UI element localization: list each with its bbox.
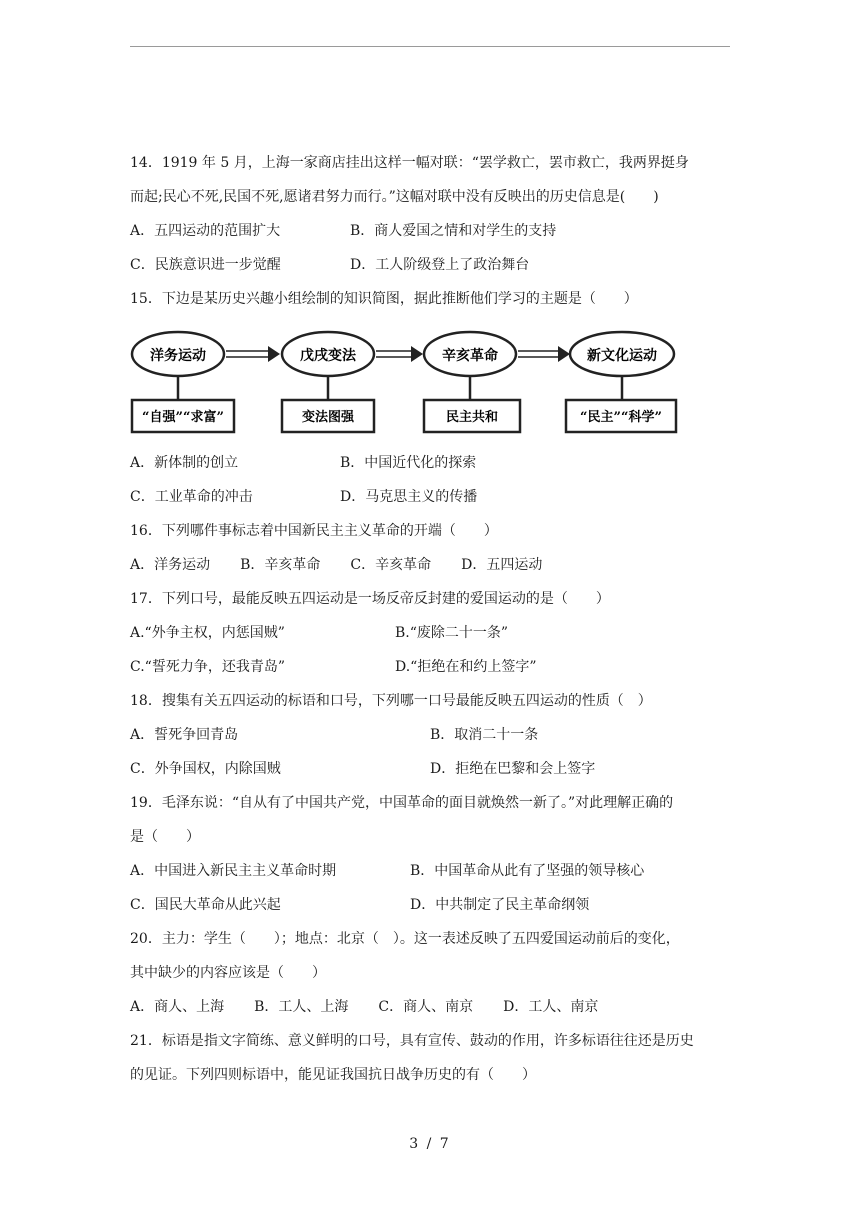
q18-stem: 18．搜集有关五四运动的标语和口号，下列哪一口号最能反映五四运动的性质（ ） xyxy=(130,693,652,709)
q16-options-row xyxy=(130,548,730,582)
q20-option-a: A．商人、上海 xyxy=(130,999,225,1015)
q20-stem-line-1: 20．主力：学生（ ）；地点：北京（ ）。这一表述反映了五四爱国运动前后的变化， xyxy=(130,931,680,947)
q19-option-c: C．国民大革命从此兴起 xyxy=(130,897,281,913)
q19-option-d: D．中共制定了民主革命纲领 xyxy=(410,897,590,913)
q19-options-row-2 xyxy=(130,888,730,922)
q20-stem-line-2: 其中缺少的内容应该是（ ） xyxy=(130,965,326,981)
q15-option-d: D．马克思主义的传播 xyxy=(340,489,478,505)
q14-option-a: A．五四运动的范围扩大 xyxy=(130,223,281,239)
q19-option-b: B．中国革命从此有了坚强的领导核心 xyxy=(410,863,645,879)
q15-node-4-box: “民主”“科学” xyxy=(580,410,662,425)
q15-node-3-title: 辛亥革命 xyxy=(442,348,498,364)
q14-options-row-2 xyxy=(130,248,730,282)
q15-node-1-title: 洋务运动 xyxy=(150,348,206,364)
q15-node-4 xyxy=(566,332,676,432)
q15-node-2-box: 变法图强 xyxy=(301,410,355,425)
q15-node-1 xyxy=(132,332,234,432)
header-rule xyxy=(130,46,730,47)
q15-node-1-box: “自强”“求富” xyxy=(142,410,224,425)
q15-node-2-title: 戊戌变法 xyxy=(300,348,356,364)
q15-node-3 xyxy=(424,332,520,432)
q19-stem-line-1: 19．毛泽东说：“自从有了中国共产党，中国革命的面目就焕然一新了。”对此理解正确的 xyxy=(130,795,674,811)
q14-option-d: D．工人阶级登上了政治舞台 xyxy=(350,257,530,273)
q18-options-row-2 xyxy=(130,752,730,786)
q15-node-4-title: 新文化运动 xyxy=(587,348,657,364)
q17-options-row-2 xyxy=(130,650,730,684)
q17-option-d: D.“拒绝在和约上签字” xyxy=(395,659,537,675)
q15-node-3-box: 民主共和 xyxy=(445,410,499,425)
q14-option-b: B．商人爱国之情和对学生的支持 xyxy=(350,223,557,239)
q15-options-row-1 xyxy=(130,446,730,480)
q21-stem-line-1: 21．标语是指文字简练、意义鲜明的口号，具有宣传、鼓动的作用，许多标语往往还是历史 xyxy=(130,1033,694,1049)
q16-option-b: B．辛亥革命 xyxy=(240,557,321,573)
q17-option-b: B.“废除二十一条” xyxy=(395,625,509,641)
q15-diagram-svg xyxy=(130,324,690,436)
q15-option-c: C．工业革命的冲击 xyxy=(130,489,253,505)
q16-option-c: C．辛亥革命 xyxy=(350,557,432,573)
q18-option-a: A．誓死争回青岛 xyxy=(130,727,239,743)
q15-options-row-2 xyxy=(130,480,730,514)
q19-option-a: A．中国进入新民主主义革命时期 xyxy=(130,863,337,879)
q14-stem-line-2: 而起;民心不死,民国不死,愿诸君努力而行。”这幅对联中没有反映出的历史信息是( ) xyxy=(130,189,659,205)
q16-option-d: D．五四运动 xyxy=(461,557,543,573)
q14-option-c: C．民族意识进一步觉醒 xyxy=(130,257,281,273)
q20-option-d: D．工人、南京 xyxy=(503,999,599,1015)
q19-stem-line-2: 是（ ） xyxy=(130,829,200,845)
q15-option-b: B．中国近代化的探索 xyxy=(340,455,477,471)
q17-stem: 17．下列口号，最能反映五四运动是一场反帝反封建的爱国运动的是（ ） xyxy=(130,591,610,607)
q18-options-row-1 xyxy=(130,718,730,752)
q18-option-d: D．拒绝在巴黎和会上签字 xyxy=(430,761,596,777)
q15-arrow-2 xyxy=(376,346,423,362)
q15-knowledge-diagram xyxy=(130,316,730,446)
q15-arrow-3 xyxy=(518,346,570,362)
q20-option-b: B．工人、上海 xyxy=(254,999,349,1015)
page-number: 3 / 7 xyxy=(409,1136,451,1152)
q19-options-row-1 xyxy=(130,854,730,888)
q15-arrow-1 xyxy=(226,346,280,362)
q16-stem: 16．下列哪件事标志着中国新民主主义革命的开端（ ） xyxy=(130,523,498,539)
q14-options-row-1 xyxy=(130,214,730,248)
exam-content xyxy=(130,146,730,1092)
q17-option-c: C.“誓死力争，还我青岛” xyxy=(130,659,285,675)
q15-option-a: A．新体制的创立 xyxy=(130,455,239,471)
q15-stem: 15．下边是某历史兴趣小组绘制的知识简图，据此推断他们学习的主题是（ ） xyxy=(130,291,638,307)
q18-option-c: C．外争国权，内除国贼 xyxy=(130,761,281,777)
q17-option-a: A.“外争主权，内惩国贼” xyxy=(130,625,285,641)
q20-option-c: C．商人、南京 xyxy=(378,999,474,1015)
q17-options-row-1 xyxy=(130,616,730,650)
q15-node-2 xyxy=(282,332,374,432)
q20-options-row xyxy=(130,990,730,1024)
q14-stem-line-1: 14．1919 年 5 月，上海一家商店挂出这样一幅对联：“罢学救亡，罢市救亡，我两界挺身 xyxy=(130,155,689,171)
q18-option-b: B．取消二十一条 xyxy=(430,727,539,743)
q16-option-a: A．洋务运动 xyxy=(130,557,211,573)
q21-stem-line-2: 的见证。下列四则标语中，能见证我国抗日战争历史的有（ ） xyxy=(130,1067,536,1083)
